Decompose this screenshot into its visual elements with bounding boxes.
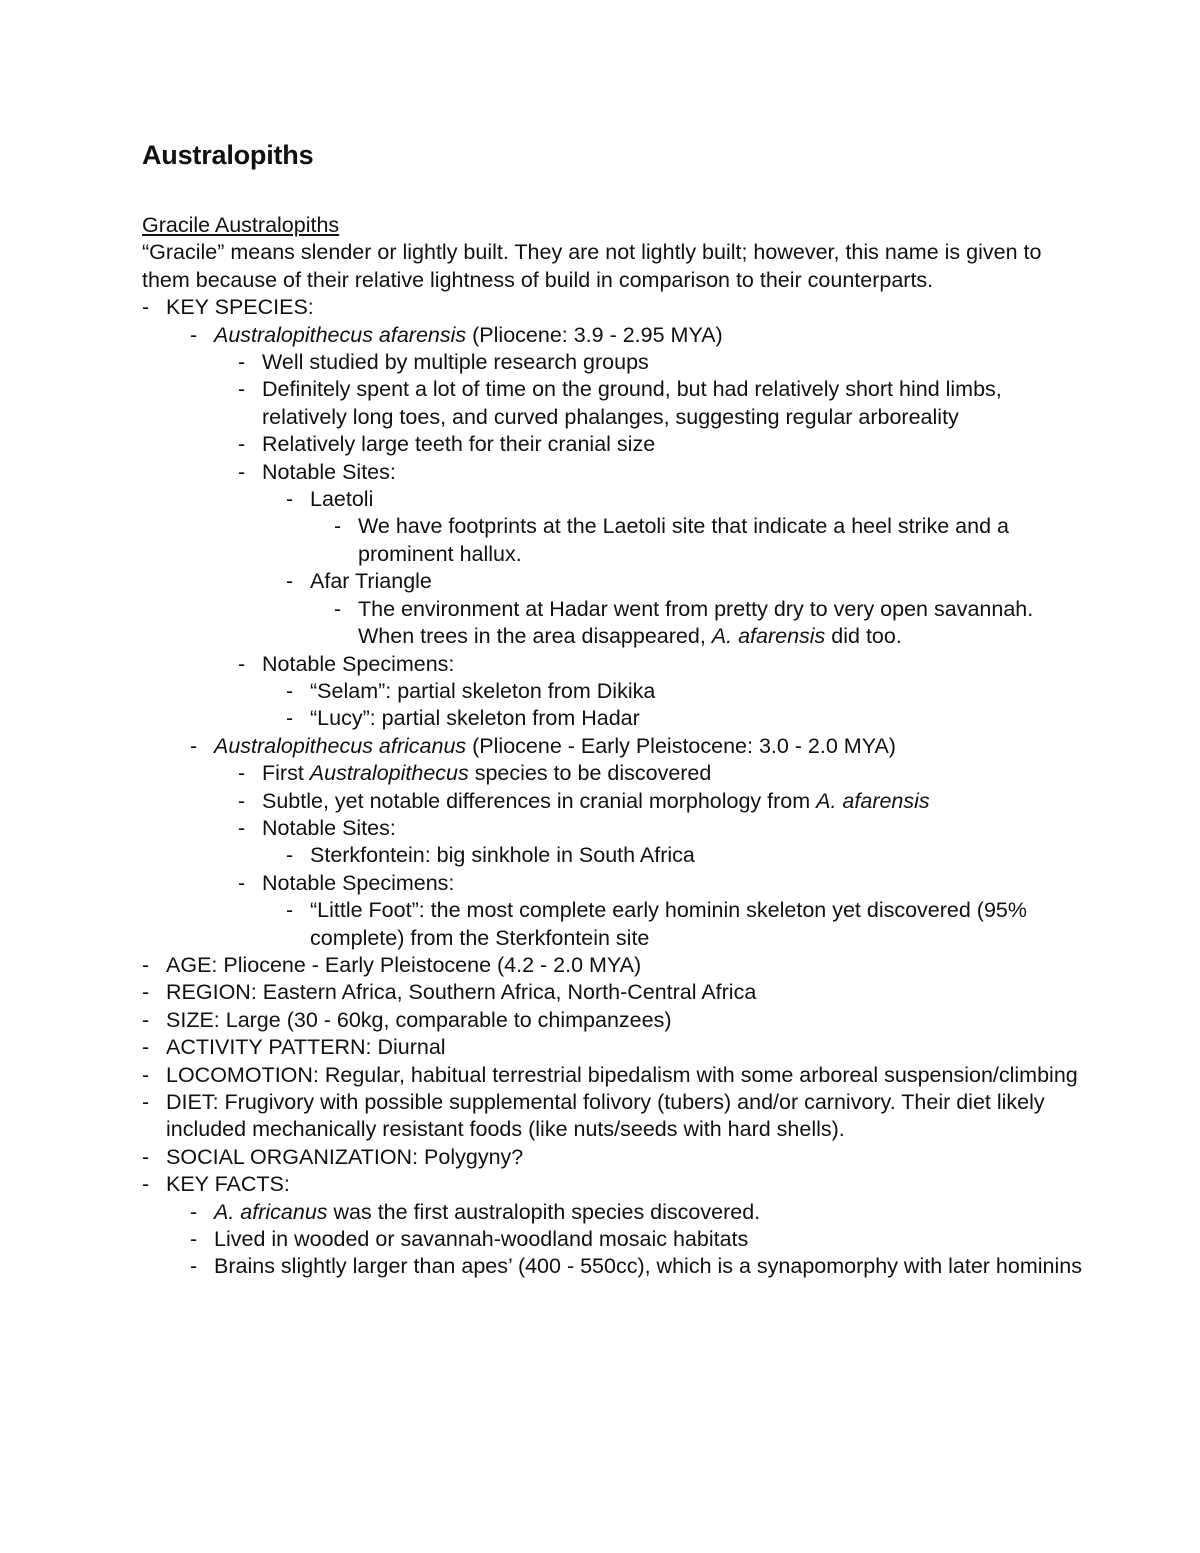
dash-bullet	[190, 1253, 210, 1280]
site-note: The environment at Hadar went from pretty dry to very open savannah. When trees in the area disappeared,	[358, 596, 1034, 649]
site-notes	[310, 513, 1082, 568]
list-item	[286, 842, 1082, 869]
locomotion-text: LOCOMOTION: Regular, habitual terrestrial bipedalism with some arboreal suspension/climbing	[166, 1062, 1078, 1087]
dash-bullet	[286, 897, 306, 924]
dash-bullet	[334, 596, 354, 623]
specimen-text: “Selam”: partial skeleton from Dikika	[310, 678, 656, 703]
dash-bullet	[142, 1089, 162, 1116]
detail-text: Definitely spent a lot of time on the ground, but had relatively short hind limbs, relatively long toes, and curved phalanges, suggesting regular arboreality	[262, 377, 1002, 429]
list-item	[238, 376, 1082, 431]
region-text: REGION: Eastern Africa, Southern Africa, North-Central Africa	[166, 980, 757, 1005]
list-item	[190, 1226, 1082, 1253]
facts-list	[166, 1199, 1082, 1281]
list-item	[238, 788, 1082, 815]
dash-bullet	[238, 815, 258, 842]
page-title: Australopiths	[142, 140, 314, 170]
list-item	[286, 568, 1082, 650]
dash-bullet	[238, 760, 258, 787]
dash-bullet	[142, 979, 162, 1006]
document-body	[142, 212, 1082, 1281]
dash-bullet	[142, 952, 162, 979]
key-facts-label: KEY FACTS:	[166, 1172, 290, 1197]
list-item	[238, 459, 1082, 651]
dash-bullet	[142, 1062, 162, 1089]
list-item	[238, 870, 1082, 952]
species-range: (Pliocene: 3.9 - 2.95 MYA)	[466, 322, 723, 347]
dash-bullet	[334, 513, 354, 540]
species-abbrev: A. africanus	[214, 1199, 328, 1224]
site-note-end: did too.	[825, 624, 902, 649]
dash-bullet	[142, 1144, 162, 1171]
list-item-diet	[142, 1089, 1082, 1144]
social-text: SOCIAL ORGANIZATION: Polygyny?	[166, 1144, 524, 1169]
site-name: Sterkfontein: big sinkhole in South Africa	[310, 843, 695, 868]
site-name: Afar Triangle	[310, 569, 432, 594]
genus-name: Australopithecus	[309, 761, 469, 786]
outline-list	[142, 294, 1082, 1281]
specimen-text: “Little Foot”: the most complete early hominin skeleton yet discovered (95% complete) from the Sterkfontein site	[310, 898, 1027, 950]
dash-bullet	[190, 1226, 210, 1253]
dash-bullet	[142, 1171, 162, 1198]
site-notes	[310, 596, 1082, 651]
intro-paragraph: “Gracile” means slender or lightly built. They are not lightly built; however, this name is given to them because of their relative lightness of build in comparison to their counterparts.	[142, 240, 1042, 292]
fact-text: was the first australopith species discovered.	[327, 1199, 761, 1224]
dash-bullet	[286, 678, 306, 705]
species-abbrev: A. afarensis	[816, 788, 930, 813]
list-item-activity	[142, 1034, 1082, 1061]
site-name: Laetoli	[310, 487, 374, 512]
list-item-social	[142, 1144, 1082, 1171]
detail-text: First	[262, 761, 310, 786]
detail-text: Subtle, yet notable differences in cranial morphology from	[262, 788, 817, 813]
dash-bullet	[286, 705, 306, 732]
diet-text: DIET: Frugivory with possible supplemental folivory (tubers) and/or carnivory. Their diet likely included mechanically resistant foods (like nuts/seeds with hard shells).	[166, 1090, 1045, 1142]
list-item	[238, 760, 1082, 787]
dash-bullet	[238, 651, 258, 678]
dash-bullet	[142, 294, 162, 321]
detail-text: Well studied by multiple research groups	[262, 350, 649, 375]
list-item	[190, 1199, 1082, 1226]
list-item-region	[142, 979, 1082, 1006]
list-item	[286, 705, 1082, 732]
species-name: Australopithecus africanus	[214, 733, 467, 758]
list-item	[334, 596, 1082, 651]
dash-bullet	[238, 788, 258, 815]
species-range: (Pliocene - Early Pleistocene: 3.0 - 2.0 MYA)	[466, 733, 896, 758]
dash-bullet	[238, 431, 258, 458]
dash-bullet	[190, 322, 210, 349]
list-item	[190, 1253, 1082, 1280]
species-name: Australopithecus afarensis	[214, 322, 467, 347]
list-item	[238, 349, 1082, 376]
sites-label: Notable Sites:	[262, 815, 396, 840]
species-list	[166, 322, 1082, 952]
sites-list	[262, 842, 1082, 869]
fact-text: Brains slightly larger than apes’ (400 - 550cc), which is a synapomorphy with later hominins	[214, 1254, 1082, 1279]
sites-label: Notable Sites:	[262, 459, 396, 484]
detail-text-end: species to be discovered	[468, 761, 712, 786]
dash-bullet	[238, 459, 258, 486]
size-text: SIZE: Large (30 - 60kg, comparable to chimpanzees)	[166, 1007, 672, 1032]
specimen-text: “Lucy”: partial skeleton from Hadar	[310, 706, 640, 731]
dash-bullet	[190, 733, 210, 760]
specimens-list	[262, 678, 1082, 733]
specimens-label: Notable Specimens:	[262, 870, 455, 895]
list-item-age	[142, 952, 1082, 979]
africanus-details	[214, 760, 1082, 952]
list-item	[286, 678, 1082, 705]
list-item	[238, 815, 1082, 870]
fact-text: Lived in wooded or savannah-woodland mosaic habitats	[214, 1227, 749, 1252]
species-abbrev: A. afarensis	[711, 624, 826, 649]
dash-bullet	[238, 349, 258, 376]
list-item-key-facts	[142, 1171, 1082, 1281]
dash-bullet	[286, 486, 306, 513]
list-item	[238, 651, 1082, 733]
list-item-africanus	[190, 733, 1082, 952]
activity-text: ACTIVITY PATTERN: Diurnal	[166, 1035, 446, 1060]
list-item-size	[142, 1007, 1082, 1034]
list-item	[334, 513, 1082, 568]
specimens-list	[262, 897, 1082, 952]
dash-bullet	[142, 1034, 162, 1061]
key-species-label: KEY SPECIES:	[166, 295, 314, 320]
dash-bullet	[286, 842, 306, 869]
site-note: We have footprints at the Laetoli site that indicate a heel strike and a prominent hallux.	[358, 514, 1009, 566]
list-item	[286, 897, 1082, 952]
list-item	[142, 294, 1082, 952]
dash-bullet	[238, 870, 258, 897]
sites-list	[262, 486, 1082, 650]
specimens-label: Notable Specimens:	[262, 651, 455, 676]
dash-bullet	[142, 1007, 162, 1034]
dash-bullet	[190, 1199, 210, 1226]
detail-text: Relatively large teeth for their cranial size	[262, 432, 656, 457]
dash-bullet	[286, 568, 306, 595]
dash-bullet	[238, 376, 258, 403]
list-item-locomotion	[142, 1062, 1082, 1089]
list-item	[286, 486, 1082, 568]
afarensis-details	[214, 349, 1082, 733]
section-title: Gracile Australopiths	[142, 213, 340, 237]
list-item	[238, 431, 1082, 458]
list-item-afarensis	[190, 322, 1082, 733]
age-text: AGE: Pliocene - Early Pleistocene (4.2 - 2.0 MYA)	[166, 952, 642, 977]
